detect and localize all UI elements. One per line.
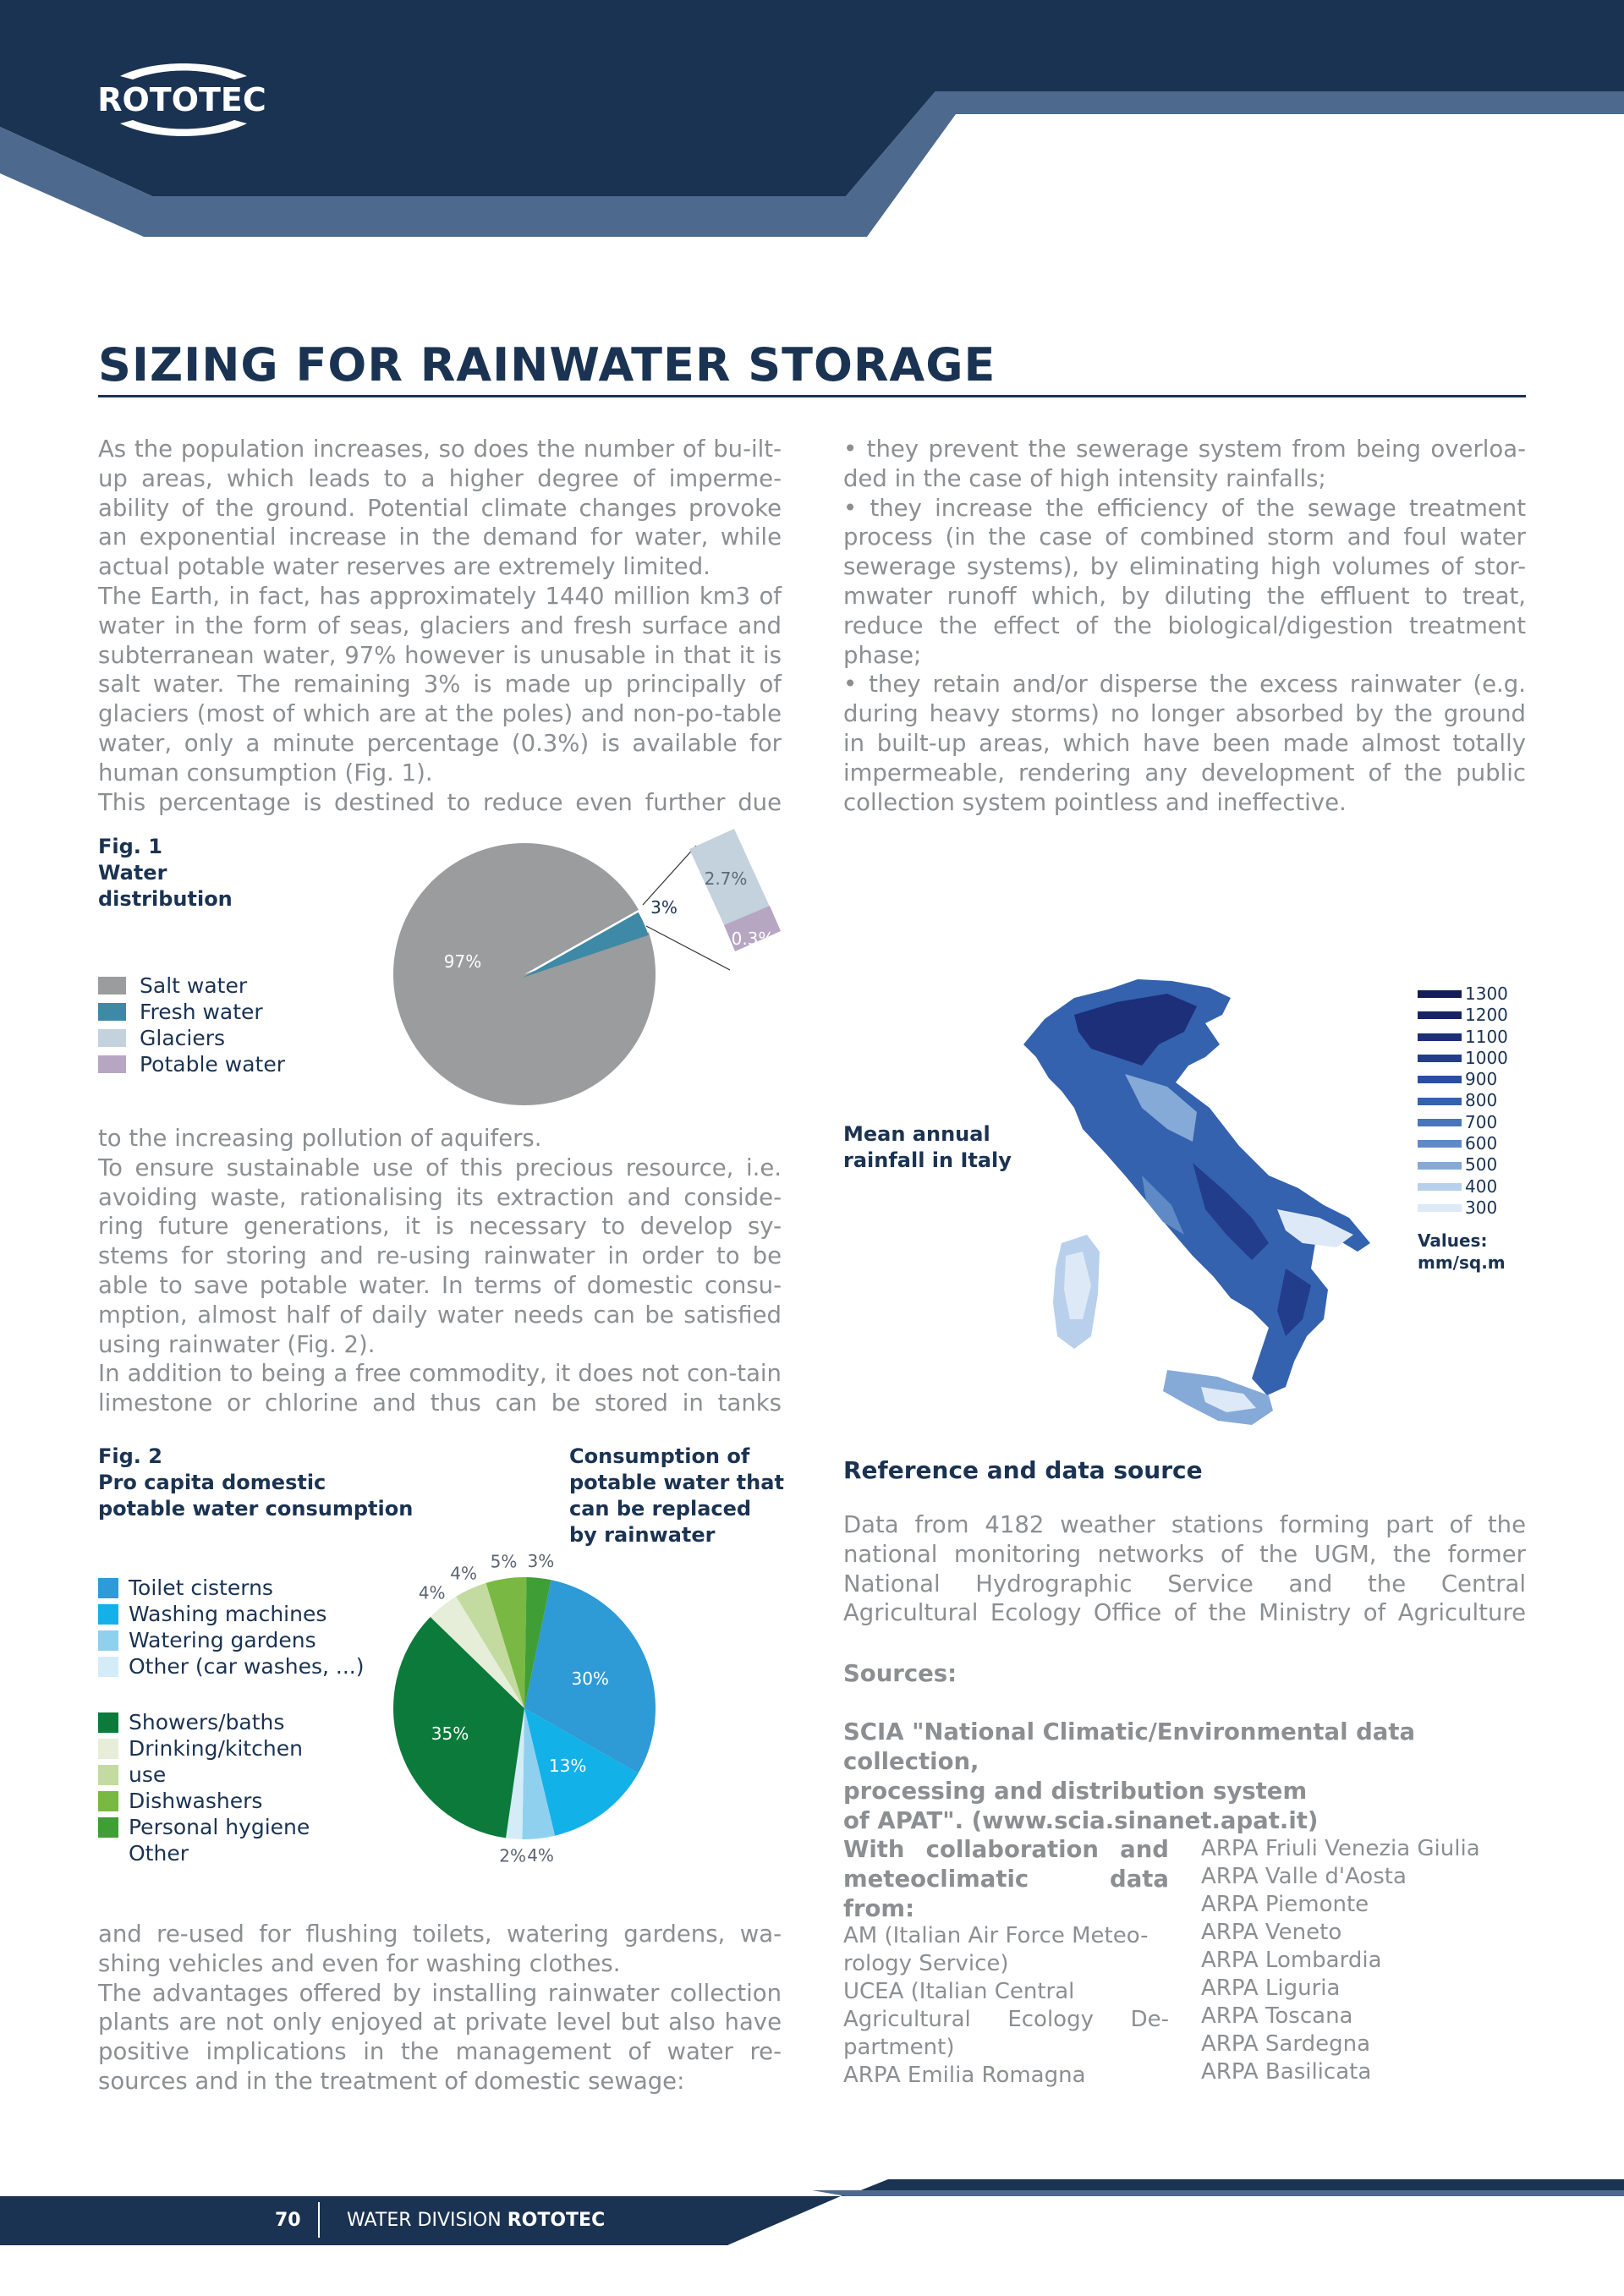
- list-item: ARPA Friuli Venezia Giulia: [1201, 1836, 1480, 1861]
- slice-label-97: 97%: [443, 951, 482, 972]
- legend-item: 1300: [1418, 984, 1508, 1005]
- footer-banner: [0, 2178, 1624, 2296]
- collab-list-left: [843, 1922, 1169, 2090]
- legend-item: 1000: [1418, 1048, 1508, 1069]
- legend-swatch: [98, 977, 126, 995]
- collaboration-label: With collaboration and meteoclimatic data from:: [843, 1836, 1169, 1922]
- slice-label: 3%: [527, 1551, 555, 1572]
- fig2-label: Fig. 2 Pro capita domestic potable water consumption: [98, 1444, 414, 1521]
- intro-right-text: [843, 435, 1526, 817]
- legend-item: Potable water: [98, 1051, 285, 1077]
- list-item: ARPA Emilia Romagna: [843, 2063, 1086, 2088]
- fig1-legend: [98, 973, 285, 1077]
- mid-left-text: [98, 1124, 782, 1418]
- page-title: SIZING FOR RAINWATER STORAGE: [98, 338, 996, 392]
- reference-body: Data from 4182 weather stations forming part of the national monitoring networks of the UGM, the former National Hydrographic Service and the Central Agricultural Ecology Office of the Ministry of Agriculture: [843, 1511, 1526, 1627]
- paragraph: This percentage is destined to reduce even further due: [98, 788, 782, 816]
- list-item: ARPA Valle d'Aosta: [1201, 1864, 1407, 1889]
- legend-item: use: [98, 1762, 310, 1788]
- fig2-replaceable-label: Consumption of potable water that can be replaced by rainwater: [569, 1444, 784, 1547]
- paragraph: To ensure sustainable use of this precious resource, i.e. avoiding waste, rationalising its extraction and conside-ring future generations, it is necessary to develop sy-stems for storing and re-using rainwater in order to be able to save potable water. In terms of domestic consu-mption, almost half of daily water needs can be satisfied using rainwater (Fig. 2).: [98, 1153, 782, 1358]
- slice-label: 30%: [571, 1668, 609, 1689]
- legend-item: Salt water: [98, 973, 285, 999]
- legend-item: 400: [1418, 1176, 1508, 1197]
- list-item: partment): [843, 2035, 955, 2060]
- connector-line: [643, 846, 696, 905]
- legend-item: 700: [1418, 1112, 1508, 1133]
- legend-item: 1200: [1418, 1005, 1508, 1026]
- legend-item: Other: [129, 1841, 189, 1866]
- list-item: ARPA Toscana: [1201, 2003, 1353, 2029]
- page-number: 70: [275, 2210, 301, 2231]
- rototec-logo: ROTOTEC: [95, 58, 269, 142]
- paragraph: The advantages offered by installing rainwater collection plants are not only enjoyed at private level but also have positive implications in the management of water re-sources and in the treatment of domestic sewage:: [98, 1979, 782, 2095]
- paragraph: to the increasing pollution of aquifers.: [98, 1125, 542, 1152]
- list-item: ARPA Piemonte: [1201, 1892, 1369, 1917]
- legend-item: 500: [1418, 1154, 1508, 1175]
- legend-item: 800: [1418, 1090, 1508, 1111]
- paragraph: As the population increases, so does the number of bu-ilt-up areas, which leads to a higher degree of imperme-ability of the ground. Potential climate changes provoke an exponential increase in the demand for water, while actual potable water reserves are extremely limited.: [98, 436, 782, 581]
- list-item: UCEA (Italian Central: [843, 1979, 1075, 2004]
- legend-item: Dishwashers: [98, 1788, 310, 1814]
- footer-separator: [318, 2202, 320, 2238]
- map-label: Mean annual rainfall in Italy: [843, 1122, 1012, 1172]
- legend-item: Personal hygiene: [98, 1814, 310, 1840]
- list-item: AM (Italian Air Force Meteo-: [843, 1923, 1149, 1948]
- list-item: ARPA Lombardia: [1201, 1948, 1382, 1973]
- legend-swatch: [98, 1029, 126, 1047]
- connector-line: [646, 926, 730, 970]
- bullet-item: • they prevent the sewerage system from being overloa-ded in the case of high intensity rainfalls;: [843, 436, 1526, 492]
- list-item: Agricultural Ecology De-: [843, 2007, 1169, 2032]
- list-item: ARPA Basilicata: [1201, 2059, 1372, 2085]
- legend-item: Glaciers: [98, 1025, 285, 1051]
- fig2-pie-chart: [372, 1539, 677, 1877]
- slice-label: 13%: [548, 1756, 587, 1777]
- italy-rainfall-map: [998, 964, 1387, 1446]
- list-item: ARPA Sardegna: [1201, 2031, 1371, 2057]
- legend-item: Drinking/kitchen: [98, 1735, 310, 1762]
- legend-swatch: [98, 1055, 126, 1073]
- legend-item: 1100: [1418, 1027, 1508, 1048]
- bullet-item: • they retain and/or disperse the excess rainwater (e.g. during heavy storms) no longer absorbed by the ground in built-up areas, which have been made almost totally impermeable, rendering any development of the public collection system pointless and ineffective.: [843, 671, 1526, 816]
- title-underline: [98, 395, 1526, 397]
- slice-label-2-7: 2.7%: [704, 869, 748, 889]
- list-item: ARPA Liguria: [1201, 1975, 1341, 2001]
- legend-item: 300: [1418, 1197, 1508, 1219]
- scia-source: SCIA "National Climatic/Environmental data collection, processing and distribution system of APAT". (www.scia.sinanet.apat.it): [843, 1718, 1416, 1834]
- legend-item: 900: [1418, 1069, 1508, 1090]
- slice-label: 2%: [499, 1845, 526, 1866]
- slice-label: 5%: [490, 1551, 518, 1572]
- values-label: Values:: [1418, 1230, 1488, 1252]
- fig1-pie-chart: [372, 829, 812, 1116]
- slice-label-3: 3%: [650, 897, 678, 918]
- intro-left-text: [98, 435, 782, 817]
- bottom-left-text: [98, 1920, 782, 2096]
- list-item: rology Service): [843, 1951, 1009, 1976]
- legend-item: Showers/baths: [98, 1709, 310, 1735]
- legend-item: Watering gardens: [98, 1627, 365, 1653]
- map-legend: [1418, 984, 1508, 1274]
- values-unit: mm/sq.m: [1418, 1252, 1506, 1273]
- bullet-item: • they increase the efficiency of the sewage treatment process (in the case of combined storm and foul water sewerage systems), by eliminating high volumes of stor-mwater runoff which, by diluting the effluent to treat, reduce the effect of the biological/digestion treatment phase;: [843, 494, 1526, 669]
- legend-item: Other (car washes, ...): [98, 1653, 365, 1680]
- paragraph: In addition to being a free commodity, it does not con-tain limestone or chlorine and thus can be stored in tanks: [98, 1360, 782, 1417]
- list-item: ARPA Veneto: [1201, 1920, 1342, 1945]
- legend-item: 600: [1418, 1133, 1508, 1154]
- sources-label: Sources:: [843, 1660, 957, 1687]
- collab-list-right: [1201, 1835, 1480, 2086]
- footer-division: WATER DIVISION ROTOTEC: [347, 2210, 606, 2231]
- fig1-label: Fig. 1 Water distribution: [98, 835, 233, 911]
- legend-item: Fresh water: [98, 999, 285, 1025]
- slice-label: 4%: [527, 1844, 554, 1866]
- slice-label: 35%: [431, 1723, 469, 1745]
- slice-label-0-3: 0.3%: [731, 929, 775, 949]
- pie-slice-salt-water: [393, 843, 656, 1105]
- slice-label: 4%: [418, 1582, 446, 1603]
- paragraph: and re-used for flushing toilets, watering gardens, wa-shing vehicles and even for washing clothes.: [98, 1921, 782, 1977]
- legend-item: Washing machines: [98, 1601, 365, 1627]
- paragraph: The Earth, in fact, has approximately 1440 million km3 of water in the form of seas, glaciers and fresh surface and subterranean water, 97% however is unusable in that it is salt water. The remaining 3% is made up principally of glaciers (most of which are at the poles) and non-po-table water, only a minute percentage (0.3%) is available for human consumption (Fig. 1).: [98, 582, 782, 786]
- legend-item: Toilet cisterns: [98, 1575, 365, 1601]
- fig2-legend-a: [98, 1575, 365, 1680]
- reference-heading: Reference and data source: [843, 1456, 1203, 1484]
- slice-label: 4%: [450, 1563, 477, 1584]
- legend-swatch: [98, 1003, 126, 1021]
- fig2-legend-b: [98, 1709, 310, 1866]
